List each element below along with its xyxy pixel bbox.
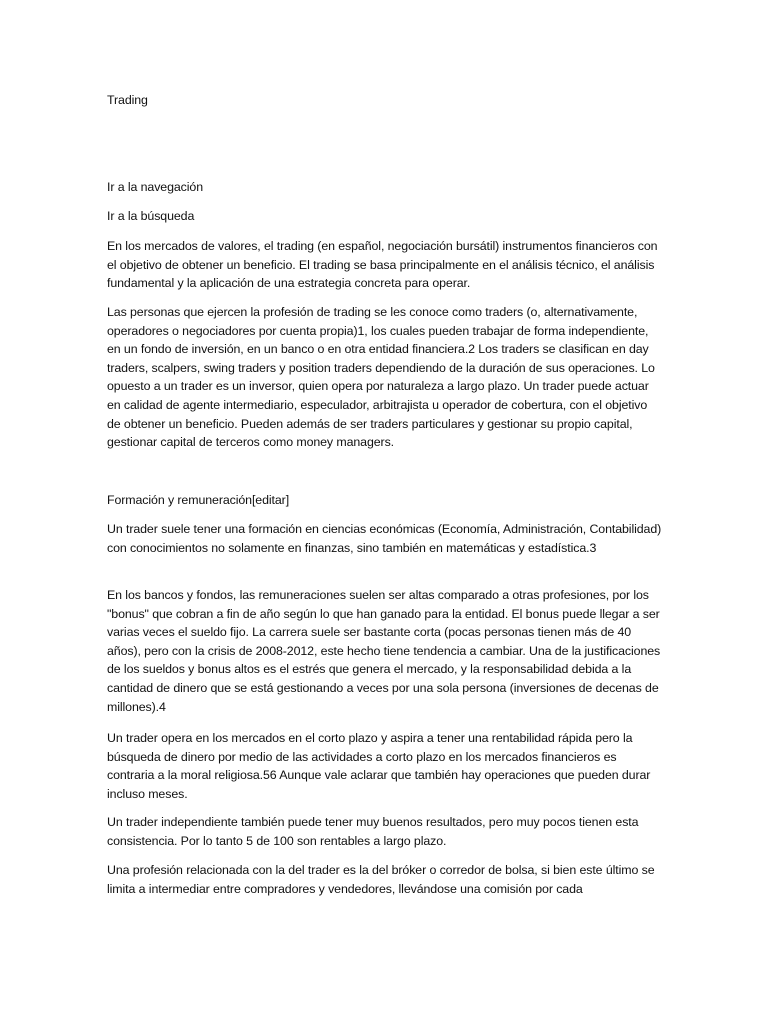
paragraph-independent: Un trader independiente también puede tener muy buenos resultados, pero muy pocos tienen esta consistencia. Por lo tanto 5 de 100 son rentables a largo plazo. — [107, 815, 639, 848]
paragraph-short-term: Un trader opera en los mercados en el corto plazo y aspira a tener una rentabilidad rápida pero la búsqueda de dinero por medio de las actividades a corto plazo en los mercados financieros es contraria a la moral religiosa.56 Aunque vale aclarar que también hay operaciones que pueden durar incluso meses. — [107, 731, 651, 801]
paragraph-intro: En los mercados de valores, el trading (en español, negociación bursátil) instrumentos financieros con el objetivo de obtener un beneficio. El trading se basa principalmente en el análisis técnico, el análisis fundamental y la aplicación de una estrategia concreta para operar. — [107, 239, 658, 291]
paragraph-remuneration: En los bancos y fondos, las remuneraciones suelen ser altas comparado a otras profesiones, por los "bonus" que cobran a fin de año según lo que han ganado para la entidad. El bonus puede llegar a ser varias veces el sueldo fijo. La carrera suele ser bastante corta (pocas personas tienen más de 40 años), pero con la crisis de 2008-2012, este hecho tiene tendencia a cambiar. Una de la justificaciones de los sueldos y bonus altos es el estrés que genera el mercado, y la responsabilidad debida a la cantidad de dinero que se está gestionando a veces por una sola persona (inversiones de decenas de millones).4 — [107, 588, 661, 714]
nav-link-text: Ir a la navegación — [107, 180, 204, 194]
document-title: Trading — [107, 93, 148, 107]
section-heading: Formación y remuneración[editar] — [107, 493, 290, 507]
paragraph-traders: Las personas que ejercen la profesión de trading se les conoce como traders (o, alternativamente, operadores o negociadores por cuenta propia)1, los cuales pueden trabajar de forma independiente, en un fondo de inversión, en un banco o en otra entidad financiera.2 Los traders se clasifican en day traders, scalpers, swing traders y position traders dependiendo de la duración de sus operaciones. Lo opuesto a un trader es un inversor, quien opera por naturaleza a largo plazo. Un trader puede actuar en calidad de agente intermediario, especulador, arbitrajista u operador de cobertura, con el objetivo de obtener un beneficio. Pueden además de ser traders particulares y gestionar su propio capital, gestionar capital de terceros como money managers. — [107, 305, 655, 450]
paragraph-broker: Una profesión relacionada con la del trader es la del bróker o corredor de bolsa, si bien este último se limita a intermediar entre compradores y vendedores, llevándose una comisión por cada — [107, 863, 655, 896]
paragraph-education: Un trader suele tener una formación en ciencias económicas (Economía, Administración, Contabilidad) con conocimientos no solamente en finanzas, sino también en matemáticas y estadística.3 — [107, 522, 662, 555]
search-link-text: Ir a la búsqueda — [107, 209, 195, 223]
